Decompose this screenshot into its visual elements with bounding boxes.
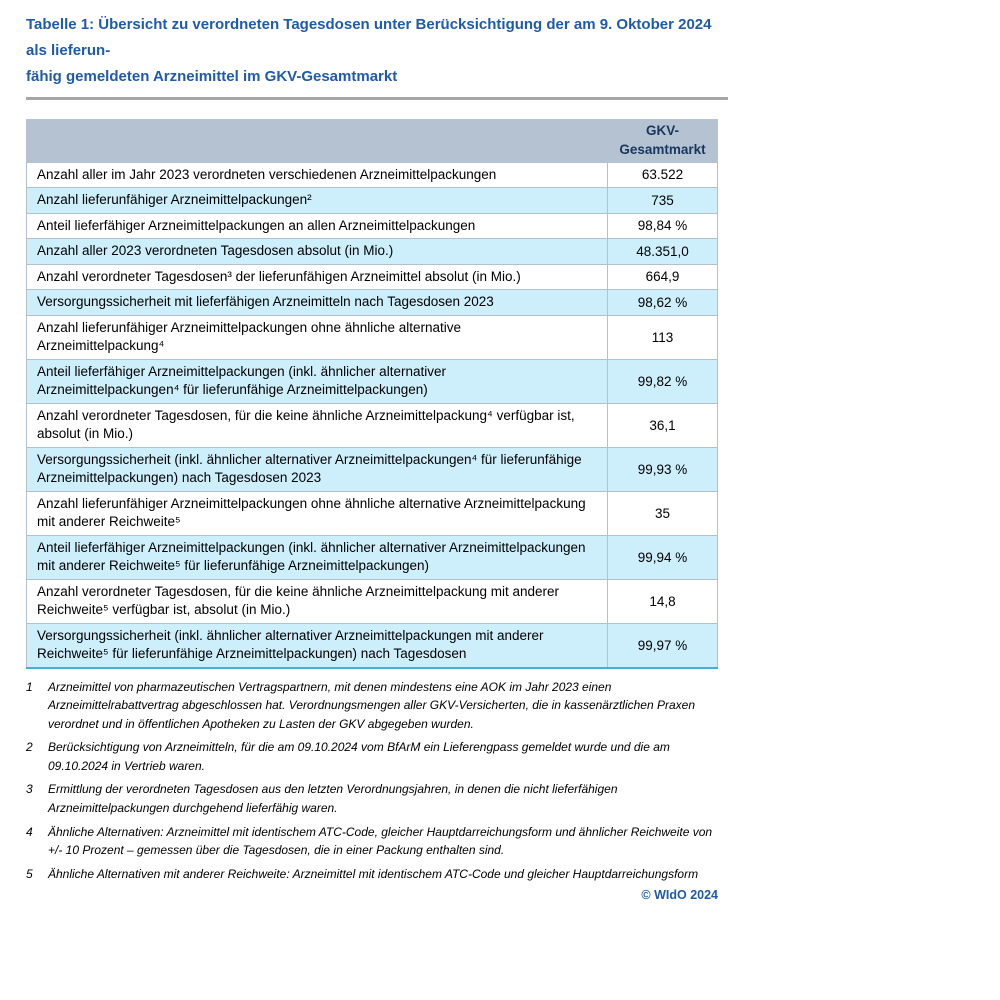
row-value: 99,97 %	[608, 623, 718, 668]
row-label: Anzahl lieferunfähiger Arzneimittelpackungen ohne ähnliche alternative Arzneimittelpackung⁴	[27, 315, 608, 359]
row-value: 664,9	[608, 264, 718, 290]
row-value: 48.351,0	[608, 239, 718, 265]
footnote-number: 2	[26, 740, 33, 755]
table-row	[27, 491, 718, 535]
title-divider	[26, 97, 728, 100]
table-row	[27, 623, 718, 668]
table-row	[27, 213, 718, 239]
footnote	[26, 780, 718, 817]
footnote-number: 3	[26, 782, 33, 797]
footnote-number: 1	[26, 679, 33, 694]
row-value: 99,93 %	[608, 447, 718, 491]
copyright: © WIdO 2024	[641, 888, 718, 903]
footnote-text: Ermittlung der verordneten Tagesdosen aus den letzten Verordnungsjahren, in denen die nicht lieferfähigen Arzneimittelpackungen durchgehend lieferfähig waren.	[48, 782, 618, 816]
row-label: Anteil lieferfähiger Arzneimittelpackungen an allen Arzneimittelpackungen	[27, 213, 608, 239]
row-label: Anteil lieferfähiger Arzneimittelpackungen (inkl. ähnlicher alternativer Arzneimittelpackungen⁴ für lieferunfähige Arzneimittelpackungen)	[27, 359, 608, 403]
footnote-text: Ähnliche Alternativen mit anderer Reichweite: Arzneimittel mit identischem ATC-Code und gleicher Hauptdarreichungsform	[48, 866, 699, 881]
table-row	[27, 315, 718, 359]
table-body	[27, 162, 718, 668]
row-value: 98,84 %	[608, 213, 718, 239]
table-title-line1: Tabelle 1: Übersicht zu verordneten Tagesdosen unter Berücksichtigung der am 9. Oktober 2024 als lieferun-	[26, 16, 712, 59]
footnote-number: 4	[26, 824, 33, 839]
row-label: Anzahl aller 2023 verordneten Tagesdosen absolut (in Mio.)	[27, 239, 608, 265]
footnote	[26, 738, 718, 775]
footnote-number: 5	[26, 866, 33, 881]
footnote	[26, 865, 718, 884]
header-empty-cell	[27, 119, 608, 162]
table-row	[27, 188, 718, 214]
row-value: 35	[608, 491, 718, 535]
table-row	[27, 239, 718, 265]
header-row	[27, 119, 718, 162]
footnote-text: Berücksichtigung von Arzneimitteln, für die am 09.10.2024 vom BfArM ein Lieferengpass gemeldet wurde und die am 09.10.2024 in Vertrieb waren.	[48, 740, 670, 773]
row-value: 113	[608, 315, 718, 359]
table-title-line2: fähig gemeldeten Arzneimittel im GKV-Gesamtmarkt	[26, 68, 398, 85]
table-row	[27, 162, 718, 188]
row-label: Anzahl verordneter Tagesdosen³ der lieferunfähigen Arzneimittel absolut (in Mio.)	[27, 264, 608, 290]
row-value: 36,1	[608, 403, 718, 447]
table-row	[27, 447, 718, 491]
row-label: Versorgungssicherheit mit lieferfähigen Arzneimitteln nach Tagesdosen 2023	[27, 290, 608, 316]
row-label: Anzahl lieferunfähiger Arzneimittelpackungen²	[27, 188, 608, 214]
row-value: 735	[608, 188, 718, 214]
footnote-text: Ähnliche Alternativen: Arzneimittel mit identischem ATC-Code, gleicher Hauptdarreichungsform und ähnlicher Reichweite von +/- 10 Prozent – gemessen über die Tagesdosen, die in einer Packung enthalten sind.	[48, 824, 713, 858]
row-value: 63.522	[608, 162, 718, 188]
row-value: 14,8	[608, 579, 718, 623]
row-label: Anteil lieferfähiger Arzneimittelpackungen (inkl. ähnlicher alternativer Arzneimittelpackungen mit anderer Reichweite⁵ für lieferunfähige Arzneimittelpackungen)	[27, 535, 608, 579]
table-row	[27, 535, 718, 579]
row-label: Anzahl aller im Jahr 2023 verordneten verschiedenen Arzneimittelpackungen	[27, 162, 608, 188]
row-label: Anzahl verordneter Tagesdosen, für die keine ähnliche Arzneimittelpackung mit anderer Reichweite⁵ verfügbar ist, absolut (in Mio.)	[27, 579, 608, 623]
footnote	[26, 678, 718, 734]
table-row	[27, 579, 718, 623]
row-value: 99,94 %	[608, 535, 718, 579]
table-header	[27, 119, 718, 162]
row-value: 99,82 %	[608, 359, 718, 403]
footnote-text: Arzneimittel von pharmazeutischen Vertragspartnern, mit denen mindestens eine AOK im Jahr 2023 einen Arzneimittelrabattvertrag abgeschlossen hat. Verordnungsmengen aller GKV-Versicherten, die in kassenärztlichen Praxen verordnet und in öffentlichen Apotheken zu Lasten der GKV abgegeben wurden.	[48, 679, 696, 731]
table-title	[26, 12, 728, 90]
table-row	[27, 359, 718, 403]
footnote	[26, 823, 718, 860]
row-label: Versorgungssicherheit (inkl. ähnlicher alternativer Arzneimittelpackungen mit anderer Reichweite⁵ für lieferunfähige Arzneimittelpackungen) nach Tagesdosen	[27, 623, 608, 668]
row-value: 98,62 %	[608, 290, 718, 316]
footnotes-section	[26, 678, 718, 884]
data-table	[26, 119, 718, 669]
row-label: Versorgungssicherheit (inkl. ähnlicher alternativer Arzneimittelpackungen⁴ für lieferunfähige Arzneimittelpackungen) nach Tagesdosen 2023	[27, 447, 608, 491]
table-row	[27, 264, 718, 290]
table-row	[27, 290, 718, 316]
table-row	[27, 403, 718, 447]
row-label: Anzahl lieferunfähiger Arzneimittelpackungen ohne ähnliche alternative Arzneimittelpackung mit anderer Reichweite⁵	[27, 491, 608, 535]
row-label: Anzahl verordneter Tagesdosen, für die keine ähnliche Arzneimittelpackung⁴ verfügbar ist, absolut (in Mio.)	[27, 403, 608, 447]
header-gkv-gesamtmarkt: GKV-Gesamtmarkt	[608, 119, 718, 162]
content-area	[26, 12, 728, 902]
